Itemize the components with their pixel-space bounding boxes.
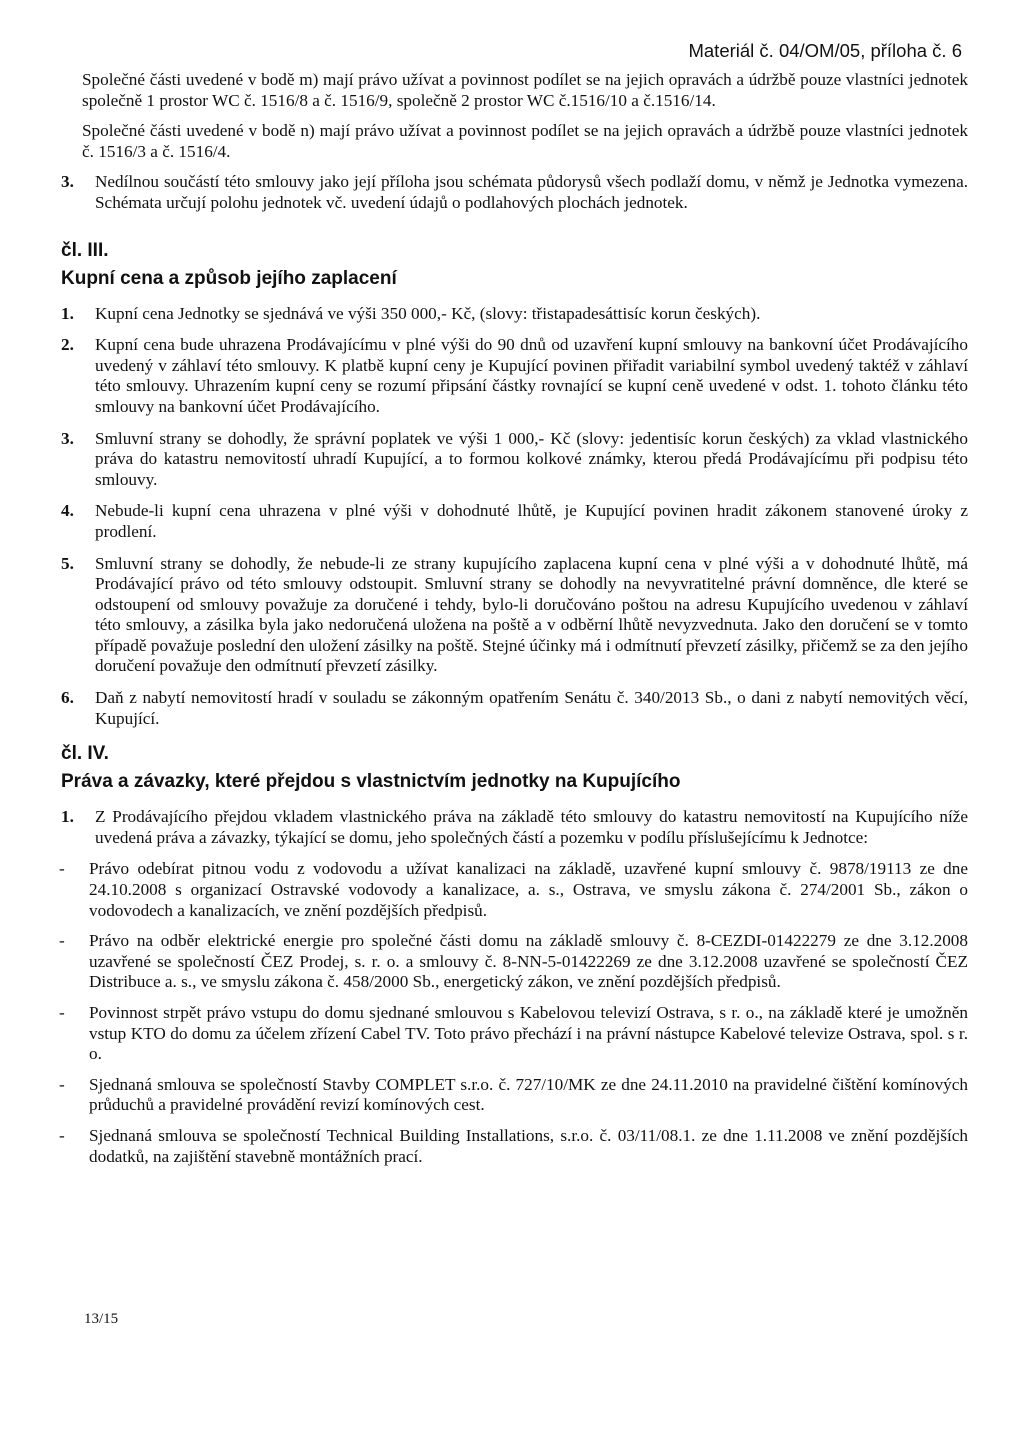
item-text: Kupní cena Jednotky se sjednává ve výši 350 000,- Kč, (slovy: třistapadesáttisíc korun českých).: [95, 303, 761, 323]
numbered-item: [61, 172, 968, 213]
item-text: Nedílnou součástí této smlouvy jako její příloha jsou schémata půdorysů všech podlaží domu, v němž je Jednotka vymezena. Schémata určují polohu jednotek vč. uvedení údajů o podlahových plochách jednotek.: [95, 172, 968, 212]
item-text: Smluvní strany se dohodly, že správní poplatek ve výši 1 000,- Kč (slovy: jedentisíc korun českých) za vklad vlastnického práva do katastru nemovitostí uhradí Kupující, a to formou kolkové známky, kterou předá Prodávajícímu při podpisu této smlouvy.: [95, 428, 968, 489]
dash-list-item: [59, 859, 968, 921]
item-number: 4.: [61, 501, 74, 521]
numbered-item: [61, 428, 968, 491]
dash-list-item: [59, 1003, 968, 1065]
intro-paragraph: Společné části uvedené v bodě m) mají právo užívat a povinnost podílet se na jejich opravách a údržbě pouze vlastníci jednotek společně 1 prostor WC č. 1516/8 a č. 1516/9, společně 2 prostor WC č.1516/10 a č.1516/14.: [82, 70, 968, 110]
numbered-item: [61, 501, 968, 542]
item-text: Nebude-li kupní cena uhrazena v plné výši v dohodnuté lhůtě, je Kupující povinen hradit zákonem stanovené úroky z prodlení.: [95, 501, 968, 541]
numbered-item: [61, 688, 968, 729]
item-number: 1.: [61, 303, 74, 323]
item-number: 3.: [61, 172, 74, 192]
dash-marker: -: [59, 931, 65, 951]
material-reference: Materiál č. 04/OM/05, příloha č. 6: [688, 40, 962, 61]
dash-item-text: Právo odebírat pitnou vodu z vodovodu a užívat kanalizaci na základě, uzavřené kupní smlouvy č. 9878/19113 ze dne 24.10.2008 s organizací Ostravské vodovody a kanalizace, a. s., Ostrava, ve smyslu zákona č. 274/2001 Sb., zákon o vodovodech a kanalizacích, ve znění pozdějších předpisů.: [89, 859, 968, 920]
item-number: 1.: [61, 807, 74, 827]
dash-marker: -: [59, 1074, 65, 1094]
dash-list-item: [59, 1074, 968, 1116]
article-title: Kupní cena a způsob jejího zaplacení: [61, 267, 397, 289]
dash-list-item: [59, 931, 968, 993]
item-number: 2.: [61, 335, 74, 355]
document-body: [59, 70, 968, 1177]
intro-paragraph: Společné části uvedené v bodě n) mají právo užívat a povinnost podílet se na jejich opravách a údržbě pouze vlastníci jednotek č. 1516/3 a č. 1516/4.: [82, 121, 968, 161]
article-number: čl. III.: [61, 239, 109, 261]
item-number: 3.: [61, 428, 74, 448]
numbered-item: [61, 553, 968, 678]
article-number: čl. IV.: [61, 743, 109, 765]
dash-item-text: Právo na odběr elektrické energie pro společné části domu na základě smlouvy č. 8-CEZDI-01422279 ze dne 3.12.2008 uzavřené se společností ČEZ Prodej, s. r. o. a smlouvy č. 8-NN-5-01422269 ze dne 3.12.2008 uzavřené se společností ČEZ Distribuce a. s., ve smyslu zákona č. 458/2000 Sb., energetický zákon, ve znění pozdějších předpisů.: [89, 931, 968, 992]
item-number: 5.: [61, 553, 74, 573]
dash-marker: -: [59, 1125, 65, 1145]
dash-item-text: Sjednaná smlouva se společností Technical Building Installations, s.r.o. č. 03/11/08.1. ze dne 1.11.2008 ve znění pozdějších dodatků, na zajištění stavebně montážních prací.: [89, 1125, 968, 1166]
dash-item-text: Povinnost strpět právo vstupu do domu sjednané smlouvou s Kabelovou televizí Ostrava, s r. o., na základě které je umožněn vstup KTO do domu za účelem zřízení Cabel TV. Toto právo přechází i na právní nástupce Kabelové televize Ostrava, spol. s r. o.: [89, 1003, 968, 1064]
page-number: 13/15: [84, 1311, 119, 1327]
dash-item-text: Sjednaná smlouva se společností Stavby COMPLET s.r.o. č. 727/10/MK ze dne 24.11.2010 na pravidelné čištění komínových průduchů a pravidelné provádění revizí komínových cest.: [89, 1074, 968, 1115]
item-text: Kupní cena bude uhrazena Prodávajícímu v plné výši do 90 dnů od uzavření kupní smlouvy na bankovní účet Prodávajícího uvedený v záhlaví této smlouvy. K platbě kupní ceny je Kupující povinen přiřadit variabilní symbol uvedený taktéž v záhlaví této smlouvy. Uhrazením kupní ceny se rozumí připsání částky rovnající se kupní ceně uvedené v odst. 1. tohoto článku této smlouvy na bankovní účet Prodávajícího.: [95, 335, 968, 416]
item-text: Z Prodávajícího přejdou vkladem vlastnického práva na základě této smlouvy do katastru nemovitostí na Kupujícího níže uvedená práva a závazky, týkající se domu, jeho společných částí a pozemku v podílu příslušejícímu k Jednotce:: [95, 807, 968, 847]
dash-list-item: [59, 1125, 968, 1167]
dash-marker: -: [59, 859, 65, 879]
item-text: Smluvní strany se dohodly, že nebude-li ze strany kupujícího zaplacena kupní cena v plné výši a v dohodnuté lhůtě, má Prodávající právo od této smlouvy odstoupit. Smluvní strany se dohodly na nevyvratitelné právní domněnce, dle které se odstoupení od smlouvy považuje za doručené i tehdy, bylo-li doručováno poštou na adresu Kupujícího uvedenou v záhlaví této smlouvy, a zásilka byla jako nedoručená uložena na poště a v odběrní lhůtě nevyzvednuta. Jako den doručení se v tomto případě považuje poslední den uložení zásilky na poště. Stejné účinky má i odmítnutí převzetí zásilky, přičemž se za den jejího doručení považuje den odmítnutí převzetí zásilky.: [95, 553, 968, 676]
item-text: Daň z nabytí nemovitostí hradí v souladu se zákonným opatřením Senátu č. 340/2013 Sb., o dani z nabytí nemovitých věcí, Kupující.: [95, 688, 968, 728]
numbered-item: [61, 807, 968, 848]
dash-marker: -: [59, 1003, 65, 1022]
numbered-item: [61, 335, 968, 417]
item-number: 6.: [61, 688, 74, 708]
article-title: Práva a závazky, které přejdou s vlastnictvím jednotky na Kupujícího: [61, 771, 681, 793]
numbered-item: [61, 303, 968, 325]
